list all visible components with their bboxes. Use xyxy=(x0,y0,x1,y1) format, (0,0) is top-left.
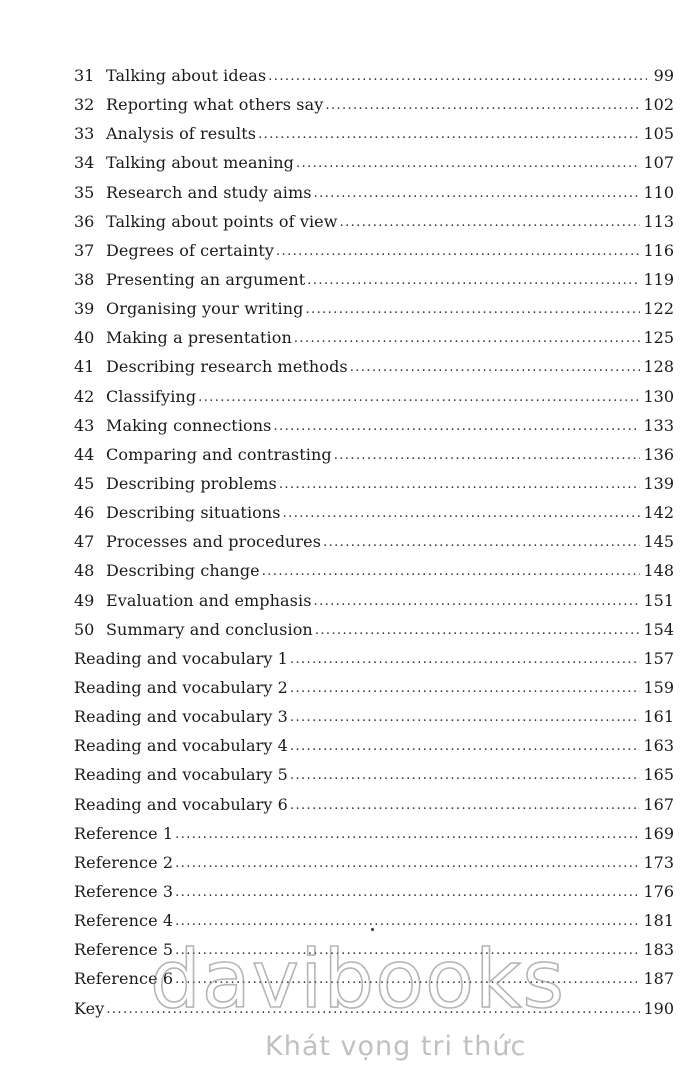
dot-leader xyxy=(340,208,641,237)
toc-entry-title: Key xyxy=(74,998,105,1018)
dot-leader xyxy=(175,849,640,878)
toc-entry-page: 159 xyxy=(643,677,674,697)
dot-leader xyxy=(268,62,647,91)
toc-entry-title: Reading and vocabulary 5 xyxy=(74,765,288,785)
toc-entry-title: Talking about points of view xyxy=(106,211,338,231)
toc-entry-number: 37 xyxy=(74,240,95,260)
dot-leader xyxy=(290,703,641,732)
dot-leader xyxy=(306,295,641,324)
toc-entry-title: Research and study aims xyxy=(106,182,312,202)
toc-entry-title: Reporting what others say xyxy=(106,95,324,115)
toc-entry-page: 151 xyxy=(643,590,674,610)
toc-entry-number: 31 xyxy=(74,66,95,85)
toc-entry xyxy=(74,527,674,556)
watermark-slogan: Khát vọng tri thức xyxy=(265,1031,527,1062)
dot-leader xyxy=(307,266,640,295)
toc-entry-page: 128 xyxy=(643,357,674,377)
toc-entry-title: Describing problems xyxy=(106,473,277,493)
toc-entry-page: 181 xyxy=(643,911,674,931)
toc-entry-number: 35 xyxy=(74,182,95,202)
toc-entry-title: Reference 6 xyxy=(74,969,174,989)
toc-entry-page: 161 xyxy=(643,707,674,727)
dot-leader xyxy=(350,353,641,382)
toc-entry-page: 142 xyxy=(643,503,674,523)
toc-entry-page: 145 xyxy=(643,532,674,552)
toc-entry-title: Making connections xyxy=(106,415,272,435)
toc-entry-title: Classifying xyxy=(106,386,197,406)
toc-entry-page: 119 xyxy=(643,269,674,289)
toc-entry-number: 38 xyxy=(74,269,95,289)
dot-leader xyxy=(294,324,641,353)
dot-leader xyxy=(175,878,640,907)
toc-entry-page: 105 xyxy=(643,124,674,144)
toc-entry-title: Organising your writing xyxy=(106,299,304,319)
dot-leader xyxy=(276,237,640,266)
toc-entry xyxy=(74,469,674,498)
toc-entry-title: Reference 4 xyxy=(74,911,174,931)
toc-entry-title: Summary and conclusion xyxy=(106,619,313,639)
toc-entry xyxy=(74,819,674,848)
toc-entry-number: 45 xyxy=(74,473,95,493)
watermark-brand: davibooks xyxy=(150,933,566,1026)
toc-entry-number: 48 xyxy=(74,561,95,581)
toc-entry xyxy=(74,644,674,673)
toc-entry-page: 163 xyxy=(643,736,674,756)
toc-entry xyxy=(74,615,674,644)
toc-entry-page: 187 xyxy=(643,969,674,989)
toc-entry-page: 139 xyxy=(643,473,674,493)
toc-entry xyxy=(74,498,674,527)
dot-leader xyxy=(323,528,640,557)
dot-leader xyxy=(279,470,641,499)
toc-entry-number: 49 xyxy=(74,590,95,610)
toc-entry-page: 173 xyxy=(643,852,674,872)
toc-entry-title: Reference 1 xyxy=(74,823,174,843)
toc-entry xyxy=(74,848,674,877)
dot-leader xyxy=(290,674,641,703)
dot-leader xyxy=(314,179,641,208)
print-speck xyxy=(371,928,374,931)
dot-leader xyxy=(175,907,640,936)
table-of-contents xyxy=(74,61,674,1026)
dot-leader xyxy=(325,91,640,120)
toc-entry-number: 47 xyxy=(74,532,95,552)
dot-leader xyxy=(283,499,641,528)
toc-entry-page: 167 xyxy=(643,794,674,814)
toc-entry xyxy=(74,411,674,440)
toc-entry-number: 39 xyxy=(74,299,95,319)
toc-entry-title: Describing research methods xyxy=(106,357,348,377)
dot-leader xyxy=(334,441,641,470)
toc-entry xyxy=(74,790,674,819)
dot-leader xyxy=(198,383,640,412)
dot-leader xyxy=(175,820,640,849)
toc-entry-number: 43 xyxy=(74,415,95,435)
toc-entry-title: Comparing and contrasting xyxy=(106,444,332,464)
toc-entry-page: 190 xyxy=(643,998,674,1018)
toc-entry xyxy=(74,673,674,702)
toc-entry xyxy=(74,556,674,585)
toc-entry-title: Reference 5 xyxy=(74,940,174,960)
dot-leader xyxy=(290,791,641,820)
toc-entry-number: 42 xyxy=(74,386,95,406)
toc-entry-page: 125 xyxy=(643,328,674,348)
dot-leader xyxy=(290,761,641,790)
toc-entry-page: 133 xyxy=(643,415,674,435)
toc-entry xyxy=(74,352,674,381)
toc-entry-title: Talking about meaning xyxy=(106,153,295,173)
toc-entry-page: 107 xyxy=(643,153,674,173)
toc-entry xyxy=(74,964,674,993)
toc-entry-number: 44 xyxy=(74,444,95,464)
toc-entry-number: 33 xyxy=(74,124,95,144)
toc-entry xyxy=(74,178,674,207)
toc-entry-number: 41 xyxy=(74,357,95,377)
dot-leader xyxy=(290,732,641,761)
toc-entry-page: 157 xyxy=(643,648,674,668)
toc-entry-title: Reading and vocabulary 3 xyxy=(74,707,288,727)
toc-entry xyxy=(74,994,674,1023)
toc-entry xyxy=(74,119,674,148)
toc-entry-number: 40 xyxy=(74,328,95,348)
toc-entry xyxy=(74,90,674,119)
toc-entry-number: 50 xyxy=(74,619,95,639)
toc-entry-list xyxy=(74,61,674,1026)
toc-entry-title: Reading and vocabulary 4 xyxy=(74,736,288,756)
toc-entry-title: Evaluation and emphasis xyxy=(106,590,312,610)
toc-entry xyxy=(74,61,674,90)
toc-entry-title: Making a presentation xyxy=(106,328,292,348)
toc-entry-title: Describing situations xyxy=(106,503,281,523)
toc-entry xyxy=(74,323,674,352)
toc-entry-number: 32 xyxy=(74,95,95,115)
toc-entry xyxy=(74,702,674,731)
dot-leader xyxy=(290,645,641,674)
toc-entry-page: 169 xyxy=(643,823,674,843)
dot-leader xyxy=(296,149,640,178)
toc-entry xyxy=(74,294,674,323)
toc-entry-page: 113 xyxy=(643,211,674,231)
toc-entry-page: 130 xyxy=(643,386,674,406)
dot-leader xyxy=(314,587,641,616)
toc-entry-page: 154 xyxy=(643,619,674,639)
dot-leader xyxy=(274,412,641,441)
toc-entry xyxy=(74,265,674,294)
toc-entry-title: Talking about ideas xyxy=(106,66,267,85)
dot-leader xyxy=(106,995,640,1024)
toc-entry-title: Reading and vocabulary 1 xyxy=(74,648,288,668)
toc-entry xyxy=(74,877,674,906)
toc-entry xyxy=(74,148,674,177)
dot-leader xyxy=(262,557,641,586)
toc-entry-page: 165 xyxy=(643,765,674,785)
toc-entry xyxy=(74,207,674,236)
toc-entry-title: Describing change xyxy=(106,561,260,581)
toc-entry xyxy=(74,731,674,760)
toc-entry-page: 122 xyxy=(643,299,674,319)
toc-entry xyxy=(74,382,674,411)
toc-entry-page: 183 xyxy=(643,940,674,960)
toc-entry-title: Reading and vocabulary 2 xyxy=(74,677,288,697)
toc-entry-page: 148 xyxy=(643,561,674,581)
toc-entry-page: 176 xyxy=(643,881,674,901)
toc-entry-number: 36 xyxy=(74,211,95,231)
toc-entry xyxy=(74,440,674,469)
toc-entry xyxy=(74,760,674,789)
toc-entry-page: 99 xyxy=(653,66,674,85)
dot-leader xyxy=(315,616,641,645)
toc-entry-number: 34 xyxy=(74,153,95,173)
toc-entry-title: Analysis of results xyxy=(106,124,257,144)
toc-entry xyxy=(74,935,674,964)
toc-entry-title: Presenting an argument xyxy=(106,269,306,289)
toc-entry-page: 136 xyxy=(643,444,674,464)
toc-entry xyxy=(74,236,674,265)
toc-entry-title: Reading and vocabulary 6 xyxy=(74,794,288,814)
dot-leader xyxy=(258,120,640,149)
toc-entry xyxy=(74,906,674,935)
toc-entry-title: Reference 2 xyxy=(74,852,174,872)
dot-leader xyxy=(175,936,640,965)
toc-entry-title: Reference 3 xyxy=(74,881,174,901)
toc-entry xyxy=(74,586,674,615)
toc-entry-title: Processes and procedures xyxy=(106,532,322,552)
toc-entry-title: Degrees of certainty xyxy=(106,240,274,260)
toc-entry-page: 102 xyxy=(643,95,674,115)
toc-entry-page: 116 xyxy=(643,240,674,260)
toc-entry-number: 46 xyxy=(74,503,95,523)
toc-entry-page: 110 xyxy=(643,182,674,202)
dot-leader xyxy=(175,965,640,994)
